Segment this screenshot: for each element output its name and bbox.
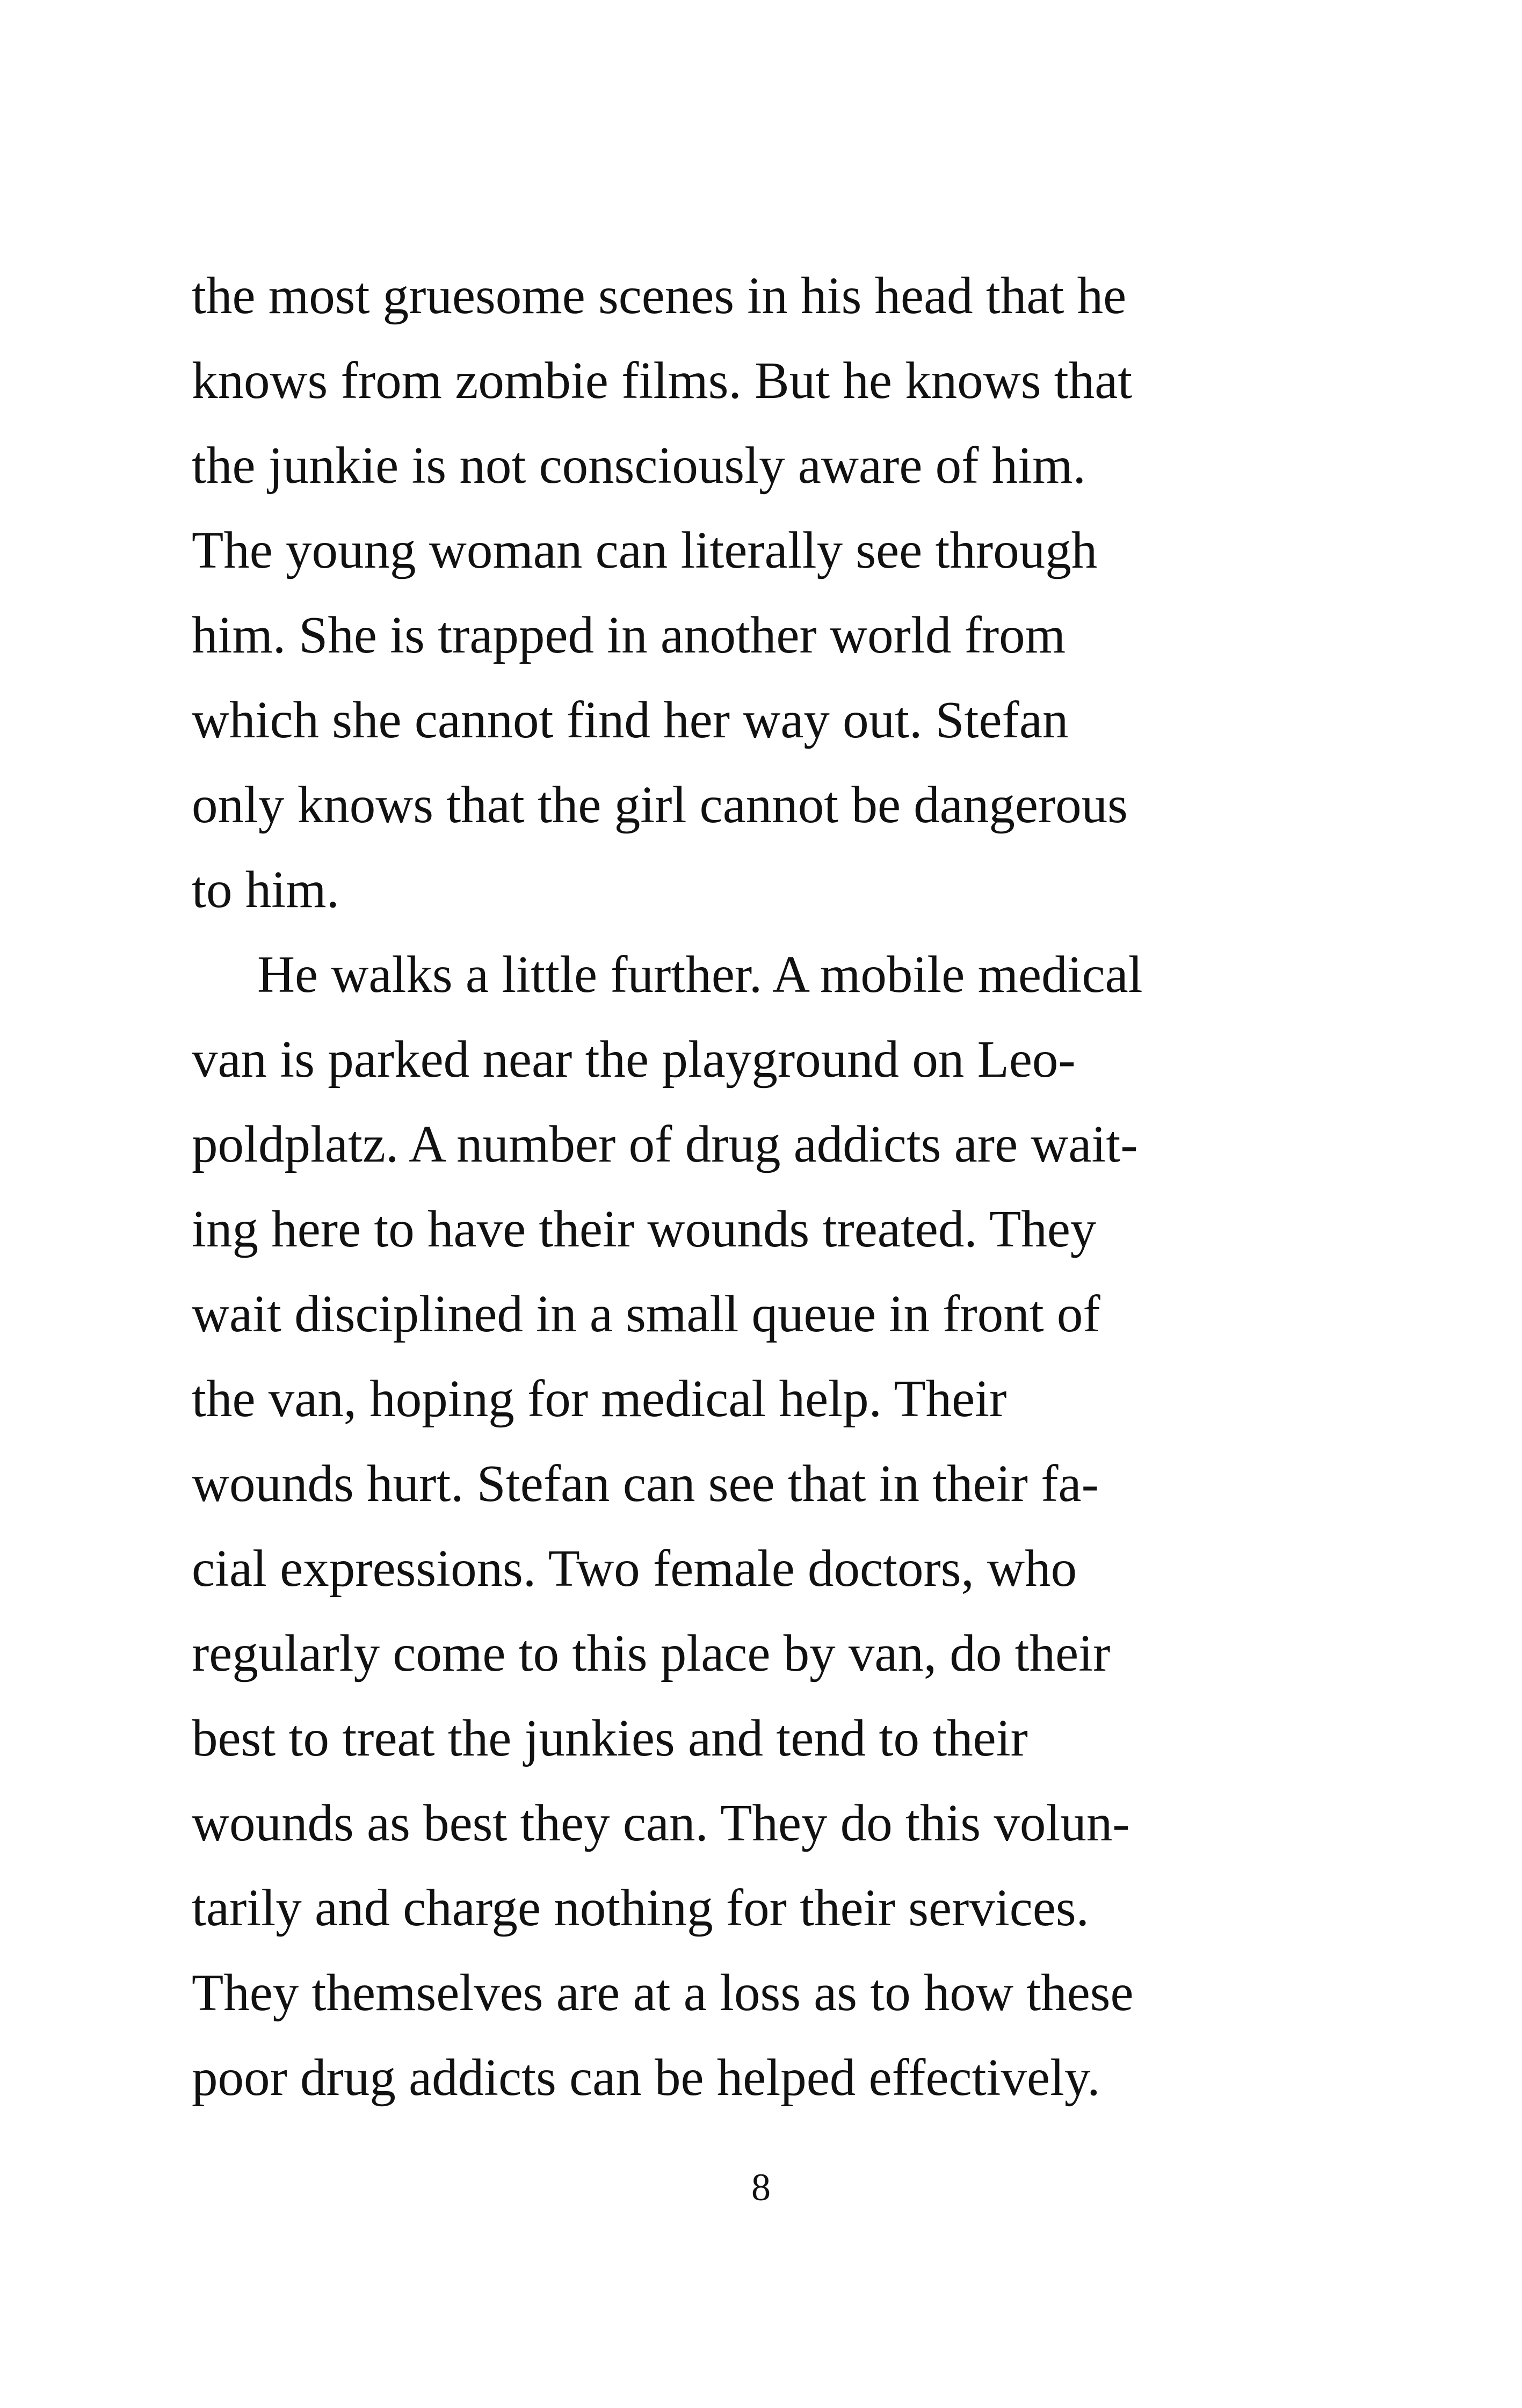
text-line: wounds as best they can. They do this volun-	[192, 1794, 1130, 1852]
text-line: him. She is trapped in another world from	[192, 606, 1066, 664]
text-line: the van, hoping for medical help. Their	[192, 1370, 1007, 1427]
page-number: 8	[751, 2166, 771, 2209]
text-line: poldplatz. A number of drug addicts are wait-	[192, 1115, 1138, 1173]
text-line: the most gruesome scenes in his head that he	[192, 267, 1127, 324]
text-line: ing here to have their wounds treated. They	[192, 1200, 1097, 1258]
text-line: The young woman can literally see through	[192, 521, 1098, 579]
text-line: tarily and charge nothing for their services.	[192, 1879, 1089, 1936]
text-line: only knows that the girl cannot be dangerous	[192, 776, 1128, 833]
paragraph-first-line: He walks a little further. A mobile medical	[257, 946, 1143, 1003]
text-line: which she cannot find her way out. Stefan	[192, 691, 1069, 749]
text-line: van is parked near the playground on Leo-	[192, 1031, 1076, 1088]
text-line: regularly come to this place by van, do their	[192, 1624, 1111, 1682]
text-line: wounds hurt. Stefan can see that in their fa-	[192, 1455, 1099, 1512]
text-line: best to treat the junkies and tend to their	[192, 1709, 1028, 1767]
text-line: wait disciplined in a small queue in front of	[192, 1285, 1100, 1343]
text-line: the junkie is not consciously aware of him.	[192, 437, 1086, 494]
body-text	[192, 253, 1266, 2120]
text-line: cial expressions. Two female doctors, who	[192, 1540, 1077, 1597]
text-line: knows from zombie films. But he knows that	[192, 352, 1133, 409]
text-line: poor drug addicts can be helped effectively.	[192, 2049, 1100, 2106]
text-line: They themselves are at a loss as to how these	[192, 1964, 1134, 2021]
text-line: to him.	[192, 861, 339, 918]
